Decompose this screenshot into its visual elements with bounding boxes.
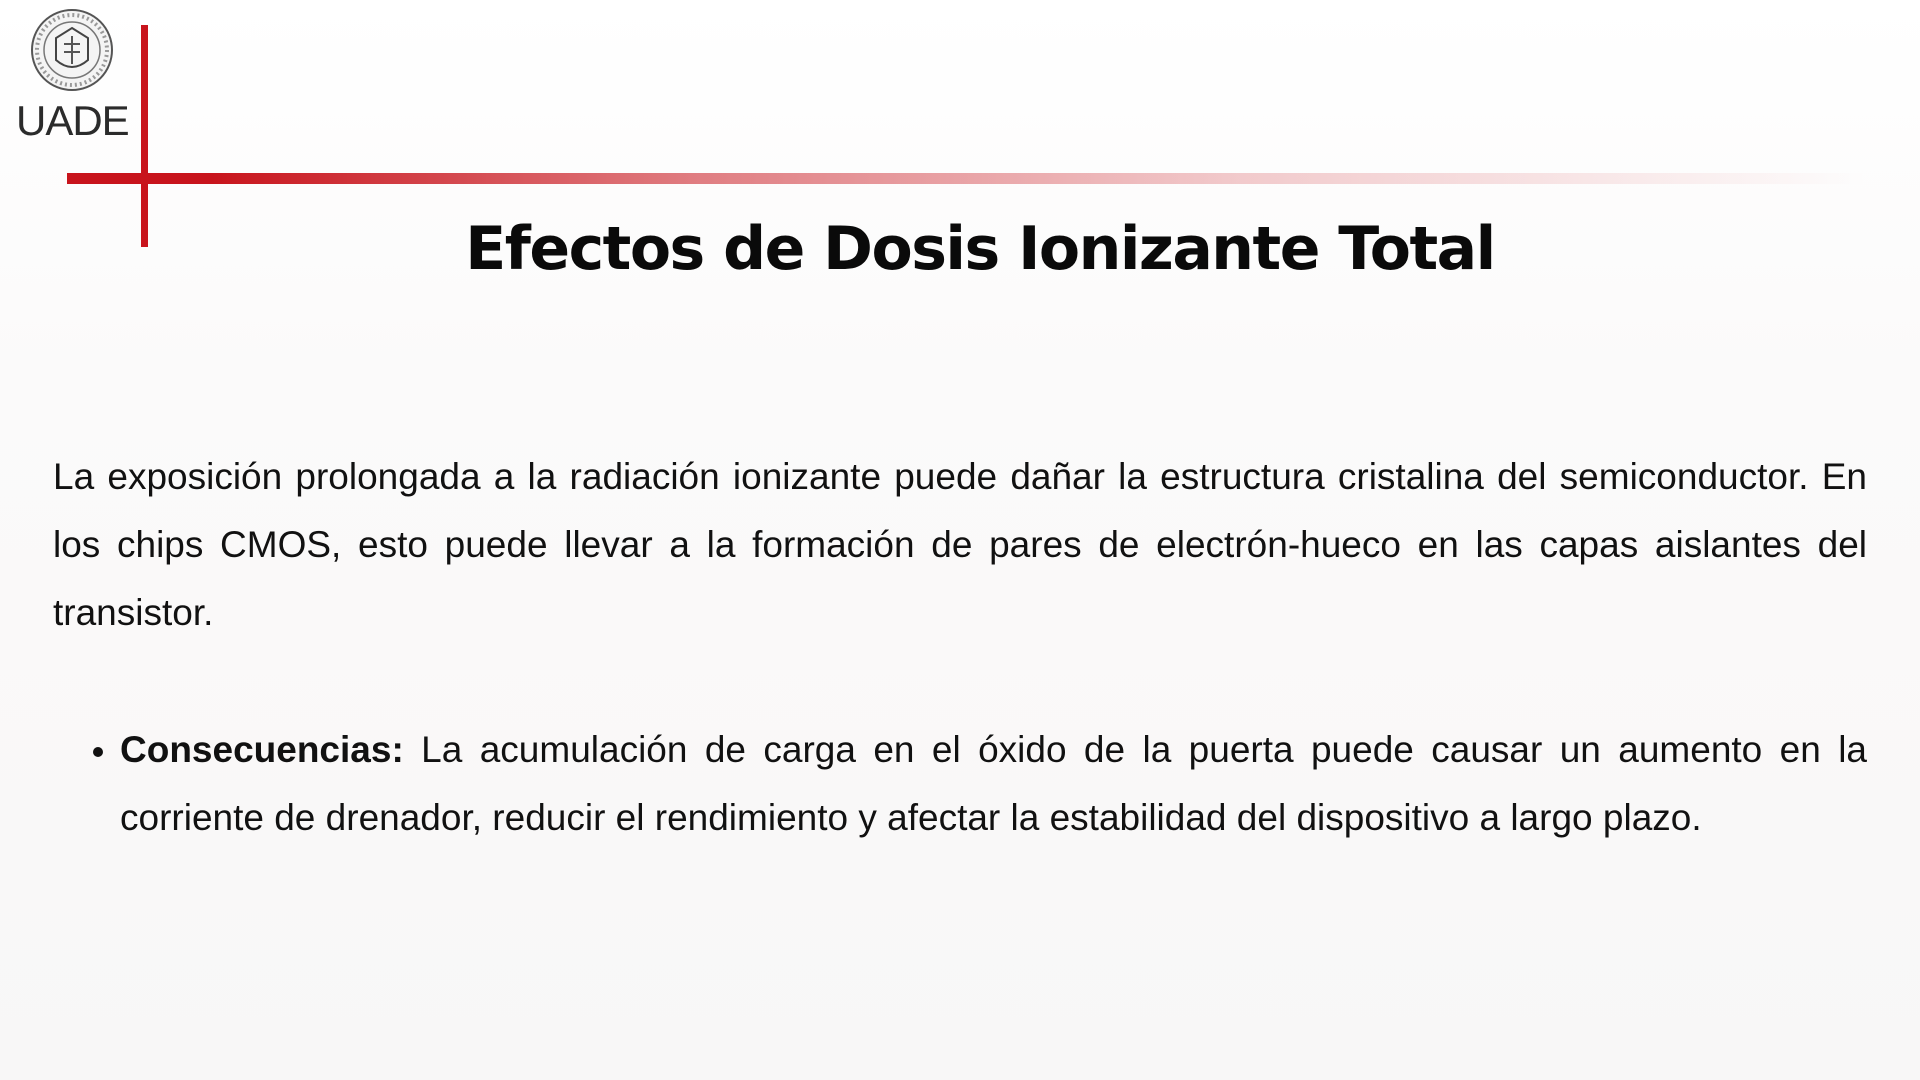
bullet-label: Consecuencias: (120, 729, 404, 770)
university-seal-icon (30, 8, 114, 92)
logo-wordmark: UADE (16, 97, 129, 144)
slide-title: Efectos de Dosis Ionizante Total (465, 214, 1495, 284)
list-item (120, 716, 1867, 852)
accent-horizontal-line (67, 173, 1867, 184)
bullet-text: La acumulación de carga en el óxido de la puerta puede causar un aumento en la corriente de drenador, reducir el rendimiento y afectar la estabilidad del dispositivo a largo plazo. (120, 729, 1867, 838)
bullet-list (120, 716, 1867, 852)
slide-paragraph: La exposición prolongada a la radiación ionizante puede dañar la estructura cristalina del semiconductor. En los chips CMOS, esto puede llevar a la formación de pares de electrón-hueco en las capas aislantes del transistor. (53, 456, 1867, 633)
bullet-icon (93, 747, 103, 757)
uade-logo (16, 8, 128, 148)
